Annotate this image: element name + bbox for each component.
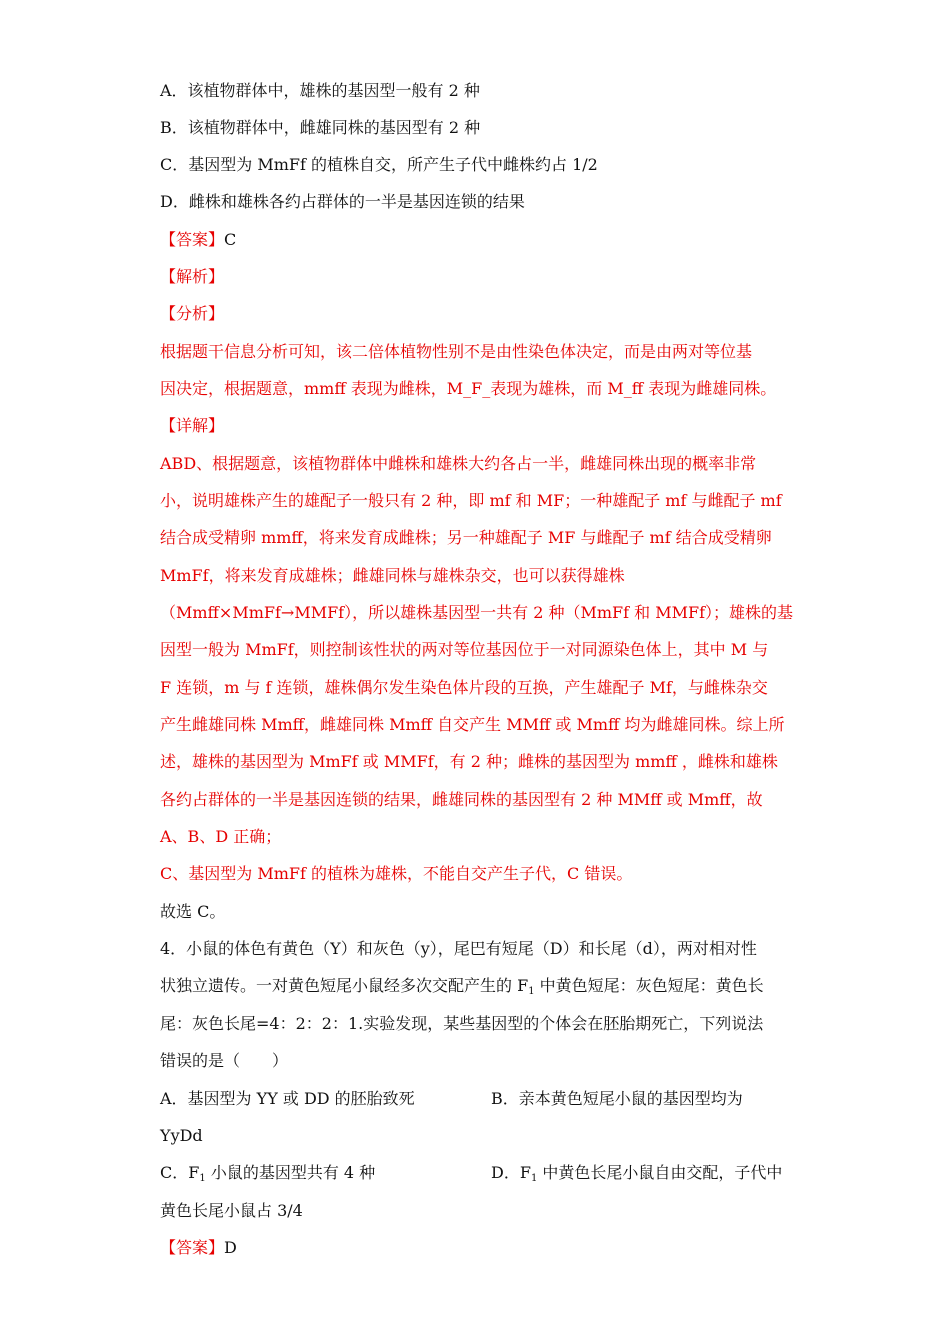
xiangjie-line: （Mmff×MmFf→MMFf），所以雄株基因型一共有 2 种（MmFf 和 MMFf）；雄株的基	[160, 603, 793, 622]
q3-option-c: C．基因型为 MmFf 的植株自交，所产生子代中雌株约占 1/2	[160, 155, 598, 174]
xiangjie-line: 因型一般为 MmFf，则控制该性状的两对等位基因位于一对同源染色体上，其中 M 与	[160, 640, 769, 659]
answer-tag: 【答案】	[160, 230, 225, 249]
answer-value: D	[224, 1238, 237, 1257]
option-text: 中黄色长尾小鼠自由交配，子代中	[537, 1163, 783, 1182]
q3-option-a: A．该植物群体中，雄株的基因型一般有 2 种	[160, 81, 480, 100]
option-text: D．F	[491, 1163, 531, 1182]
subscript: 1	[199, 1173, 206, 1184]
q4-stem-line	[160, 975, 764, 997]
option-text: C．F	[160, 1163, 200, 1182]
xiangjie-line: A、B、D 正确；	[160, 827, 282, 846]
xiangjie-tag: 【详解】	[160, 416, 225, 435]
q4-option-d	[491, 1162, 782, 1184]
xiangjie-line: MmFf，将来发育成雄株；雌雄同株与雄株杂交，也可以获得雄株	[160, 566, 625, 585]
q4-stem-line: 4．小鼠的体色有黄色（Y）和灰色（y），尾巴有短尾（D）和长尾（d），两对相对性	[160, 939, 757, 958]
xiangjie-line: F 连锁，m 与 f 连锁，雄株偶尔发生染色体片段的互换，产生雄配子 Mf，与雌株杂交	[160, 678, 768, 697]
xiangjie-line: 小，说明雄株产生的雄配子一般只有 2 种，即 mf 和 MF；一种雄配子 mf 与雌配子 mf	[160, 491, 782, 510]
xiangjie-line: 结合成受精卵 mmff，将来发育成雌株；另一种雄配子 MF 与雌配子 mf 结合成受精卵	[160, 528, 772, 547]
q4-option-c	[160, 1162, 375, 1184]
q4-option-b-cont: YyDd	[160, 1126, 203, 1145]
subscript: 1	[528, 986, 535, 997]
q4-answer	[160, 1237, 237, 1259]
option-text: 小鼠的基因型共有 4 种	[205, 1163, 376, 1182]
q4-stem-text: 中黄色短尾：灰色短尾：黄色长	[534, 976, 764, 995]
q4-stem-line: 错误的是（ ）	[160, 1051, 289, 1070]
q3-option-d: D．雌株和雄株各约占群体的一半是基因连锁的结果	[160, 192, 525, 211]
subscript: 1	[530, 1173, 538, 1184]
jiexi-tag: 【解析】	[160, 267, 225, 286]
xiangjie-line: ABD、根据题意，该植物群体中雌株和雄株大约各占一半，雌雄同株出现的概率非常	[160, 454, 757, 473]
xiangjie-line: 各约占群体的一半是基因连锁的结果，雌雄同株的基因型有 2 种 MMff 或 Mmff，故	[160, 790, 763, 809]
answer-tag: 【答案】	[160, 1238, 225, 1257]
fenxi-line: 根据题干信息分析可知，该二倍体植物性别不是由性染色体决定，而是由两对等位基	[160, 342, 753, 361]
q4-stem-line: 尾：灰色长尾=4：2：2：1.实验发现，某些基因型的个体会在胚胎期死亡，下列说法	[160, 1014, 764, 1033]
q4-option-d-cont: 黄色长尾小鼠占 3/4	[160, 1201, 303, 1220]
answer-value: C	[224, 230, 237, 249]
q3-answer	[160, 229, 236, 251]
q3-option-b: B．该植物群体中，雌雄同株的基因型有 2 种	[160, 118, 481, 137]
xiangjie-line: 述，雄株的基因型为 MmFf 或 MMFf，有 2 种；雌株的基因型为 mmff ，雌株和雄株	[160, 752, 778, 771]
q4-option-b: B．亲本黄色短尾小鼠的基因型均为	[491, 1089, 743, 1108]
q3-conclusion: 故选 C。	[160, 902, 226, 921]
xiangjie-line: C、基因型为 MmFf 的植株为雄株，不能自交产生子代，C 错误。	[160, 864, 633, 883]
fenxi-line: 因决定，根据题意，mmff 表现为雌株，M_F_表现为雄株，而 M_ff 表现为雌雄同株。	[160, 379, 777, 398]
q4-stem-text: 状独立遗传。一对黄色短尾小鼠经多次交配产生的 F	[160, 976, 529, 995]
xiangjie-line: 产生雌雄同株 Mmff，雌雄同株 Mmff 自交产生 MMff 或 Mmff 均为雌雄同株。综上所	[160, 715, 785, 734]
q4-option-a: A．基因型为 YY 或 DD 的胚胎致死	[160, 1089, 415, 1108]
fenxi-tag: 【分析】	[160, 304, 225, 323]
